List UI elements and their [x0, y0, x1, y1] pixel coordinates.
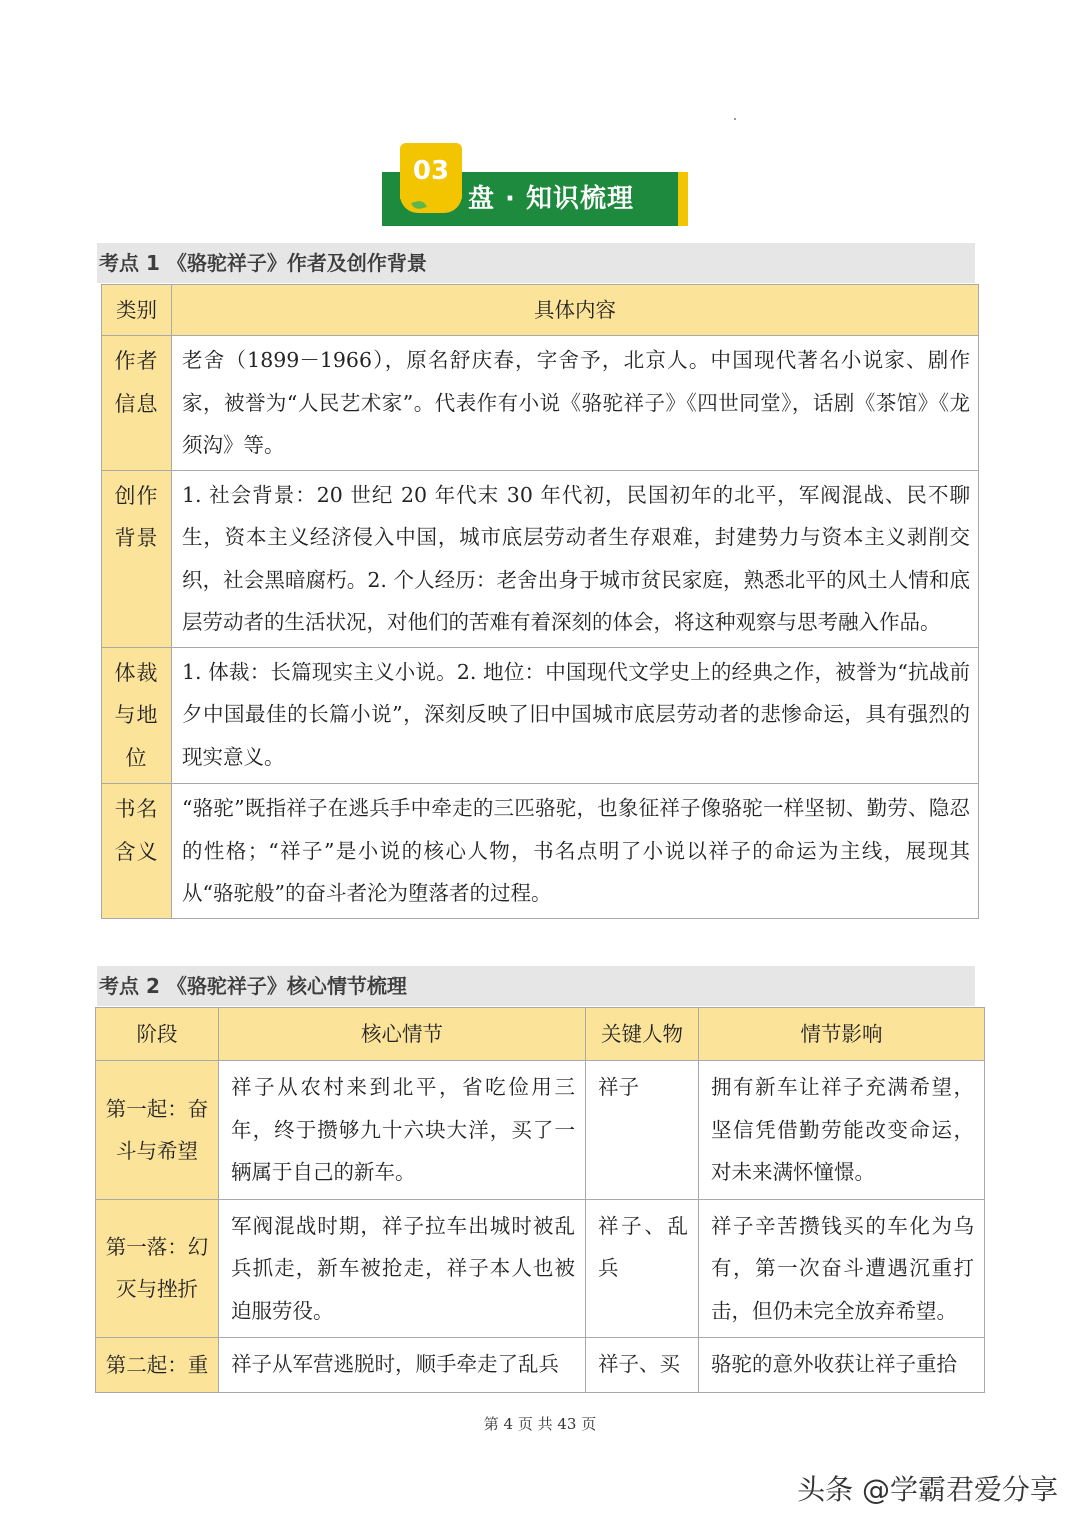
plot-table	[95, 1007, 985, 1393]
plot-cell: 军阀混战时期，祥子拉车出城时被乱兵抓走，新车被抢走，祥子本人也被迫服劳役。	[219, 1199, 586, 1338]
page-number: 第 4 页 共 43 页	[483, 1415, 597, 1433]
header-content: 具体内容	[172, 285, 979, 336]
watermark: 头条 @学霸君爱分享	[797, 1473, 1058, 1506]
table-row	[102, 784, 979, 919]
table-row	[102, 470, 979, 647]
impact-cell: 骆驼的意外收获让祥子重拾	[699, 1338, 985, 1393]
table-row	[96, 1061, 985, 1200]
header-stage: 阶段	[96, 1008, 219, 1061]
people-cell: 祥子、乱兵	[586, 1199, 699, 1338]
row-content: 老舍（1899－1966），原名舒庆春，字舍予，北京人。中国现代著名小说家、剧作家，被誉为“人民艺术家”。代表作有小说《骆驼祥子》《四世同堂》，话剧《茶馆》《龙须沟》等。	[172, 336, 979, 471]
row-label: 体裁与地位	[102, 647, 172, 784]
section-1-heading-text: 考点 1 《骆驼祥子》作者及创作背景	[99, 251, 427, 275]
impact-cell: 祥子辛苦攒钱买的车化为乌有，第一次奋斗遭遇沉重打击，但仍未完全放弃希望。	[699, 1199, 985, 1338]
stage-cell: 第一起：奋斗与希望	[96, 1061, 219, 1200]
stage-cell: 第二起：重	[96, 1338, 219, 1393]
header-impact: 情节影响	[699, 1008, 985, 1061]
table-row	[96, 1199, 985, 1338]
row-label: 创作背景	[102, 470, 172, 647]
header-plot: 核心情节	[219, 1008, 586, 1061]
row-content: 1. 社会背景：20 世纪 20 年代末 30 年代初，民国初年的北平，军阀混战、民不聊生，资本主义经济侵入中国，城市底层劳动者生存艰难，封建势力与资本主义剥削交织，社会黑暗腐朽。2. 个人经历：老舍出身于城市贫民家庭，熟悉北平的风土人情和底层劳动者的生活状况，对他们的苦难有着深刻的体会，将这种观察与思考融入作品。	[172, 470, 979, 647]
table-header-row	[102, 285, 979, 336]
section-banner	[382, 143, 690, 227]
header-people: 关键人物	[586, 1008, 699, 1061]
people-cell: 祥子	[586, 1061, 699, 1200]
stage-cell: 第一落：幻灭与挫折	[96, 1199, 219, 1338]
plot-cell: 祥子从农村来到北平，省吃俭用三年，终于攒够九十六块大洋，买了一辆属于自己的新车。	[219, 1061, 586, 1200]
row-content: 1. 体裁：长篇现实主义小说。2. 地位：中国现代文学史上的经典之作，被誉为“抗战前夕中国最佳的长篇小说”，深刻反映了旧中国城市底层劳动者的悲惨命运，具有强烈的现实意义。	[172, 647, 979, 784]
header-category: 类别	[102, 285, 172, 336]
table-row	[102, 647, 979, 784]
plot-cell: 祥子从军营逃脱时，顺手牵走了乱兵	[219, 1338, 586, 1393]
banner-edge	[678, 172, 688, 226]
banner-title: 盘 · 知识梳理	[468, 184, 634, 214]
impact-cell: 拥有新车让祥子充满希望，坚信凭借勤劳能改变命运，对未来满怀憧憬。	[699, 1061, 985, 1200]
section-1-heading	[97, 243, 975, 283]
section-2-heading	[97, 966, 975, 1006]
table-row	[102, 336, 979, 471]
author-background-table	[101, 284, 979, 919]
row-label: 书名含义	[102, 784, 172, 919]
table-header-row	[96, 1008, 985, 1061]
speck	[734, 118, 736, 120]
banner-number: 03	[400, 143, 462, 199]
table-row	[96, 1338, 985, 1393]
row-content: “骆驼”既指祥子在逃兵手中牵走的三匹骆驼，也象征祥子像骆驼一样坚韧、勤劳、隐忍的性格；“祥子”是小说的核心人物，书名点明了小说以祥子的命运为主线，展现其从“骆驼般”的奋斗者沦为堕落者的过程。	[172, 784, 979, 919]
section-2-heading-text: 考点 2 《骆驼祥子》核心情节梳理	[99, 974, 407, 998]
row-label: 作者信息	[102, 336, 172, 471]
people-cell: 祥子、买	[586, 1338, 699, 1393]
